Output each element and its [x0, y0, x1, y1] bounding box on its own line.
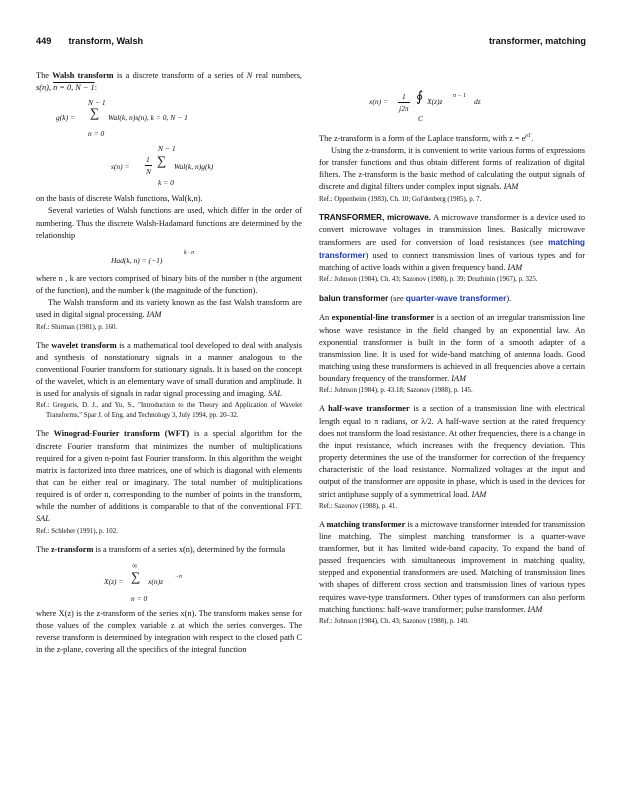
page-number: 449 — [36, 36, 52, 46]
walsh-reference: Ref.: Shirman (1981), p. 160. — [36, 323, 118, 331]
z-transform-signature: IAM — [503, 182, 519, 192]
walsh-signature: IAM — [146, 310, 162, 320]
exponential-signature: IAM — [451, 374, 466, 384]
matching-transformer-term: matching transformer — [326, 519, 406, 529]
walsh-inverse-equation: N − 1 s(n) = 1 N ∑ Wal(k, n)g(k) k = 0 — [111, 144, 214, 188]
walsh-basis-text: on the basis of discrete Walsh functions, Wal(k,n). — [36, 194, 203, 204]
wavelet-term: wavelet transform — [51, 340, 117, 350]
walsh-intro: The Walsh transform is a discrete transform of a series of N real numbers, s(n), n = 0, N − 1: — [36, 71, 302, 93]
right-running-title: transformer, matching — [488, 36, 586, 46]
z-transform-reverse-text: where X(z) is the z-transform of the series x(n). The transform makes sense for those values of the complex variable z at which the series converges. The reverse transform is determined by integration with respect to the closed path C in the z-plane, covering all the specifics of the integral function — [36, 608, 302, 655]
microwave-signature: IAM — [507, 263, 523, 273]
link-quarter-wave-transformer[interactable]: quarter-wave transformer — [405, 293, 507, 304]
exponential-line-entry: An exponential-line transformer is a section of an irregular transmission line whose wave resistance in the field changed by an exponential law. An exponential transformer is built in the form of a smooth adapter of a transmission line. It is used for wide-band matching of antenna loads. Good matching using these transformers is achieved in all frequencies above a certain boundary frequency of the transformer. IAM — [319, 313, 585, 384]
walsh-forward-equation: N − 1 g(k) = ∑ Wal(k, n)s(n), k = 0, N − 1 n = 0 — [56, 98, 188, 139]
matching-transformer-entry: A matching transformer is a microwave transformer intended for transmission line matching. The simplest matching transformer is a quarter-wave transformer, but it has limited wide-band capacity. To expand the band of passed frequencies with simultaneous improvement in matching quality, stepped and exponential transformers are used. Matching of transmission lines with shapes of different cross section and transmission lines of various types requires wave-type transformers. Other types of transformers can also perform matching functions: half-wave transformer; pulse transformer. IAM — [319, 519, 585, 614]
left-running-title: transform, Walsh — [68, 36, 144, 46]
matching-reference: Ref.: Johnson (1984), Ch. 43; Sazonov (1988), p. 140. — [319, 617, 469, 625]
winograd-term: Winograd-Fourier transform (WFT) — [53, 429, 190, 439]
right-column — [319, 70, 585, 634]
exponential-reference: Ref.: Johnson (1984), p. 43.18; Sazonov (1988), p. 145. — [319, 387, 473, 395]
microwave-reference: Ref.: Johnson (1984), Ch. 43; Sazonov (1988), p. 39; Druzhinin (1967), p. 325. — [319, 276, 538, 284]
page-header-left — [36, 36, 143, 46]
half-wave-reference: Ref.: Sazonov (1988), p. 41. — [319, 502, 398, 510]
walsh-term: Walsh transform — [52, 71, 114, 80]
wavelet-reference: Ref.: Gregoris, D. J., and Yu, S., "Introduction to the Theory and Application of Wavelet Transforms," Spar J. of Eng. and Technology 3, July 1994, pp. 20–32. — [36, 402, 302, 420]
link-matching-transformer[interactable]: matching transformer — [319, 236, 585, 261]
winograd-entry: The Winograd-Fourier transform (WFT) is a special algorithm for the discrete Fourier transform that minimizes the number of multiplications required for a given n-point fast Fourier transform. In this algorithm the weight matrix is factorized into three matrices, one of which is diagonal with elements that can be either real or imaginary. The total number of multiplications required is of order n, corresponding to the number of points in the transform, while the number of additions is comparable to that of the conventional FFT. SAL — [36, 429, 302, 524]
half-wave-term: half-wave transformer — [328, 404, 410, 414]
left-column — [36, 70, 302, 661]
microwave-transformer-entry: TRANSFORMER, microwave. A microwave transformer is a device used to convert microwave voltages in transmission lines. Basically microwave transformers are used for conversion of load resistances (see matching transformer) used to connect transmission lines of various types and for matching of active loads within a given frequency band. IAM — [319, 212, 585, 273]
walsh-varieties-text: Several varieties of Walsh functions are used, which differ in the order of numbering. Thus the discrete Walsh-Hadamard functions are determined by the relationship — [36, 206, 302, 240]
z-usage-text: Using the z-transform, it is convenient to write various forms of expressions for transfer functions and thus obtain different forms of realization of digital filters. The z-transform is the basic method of calculating the output signals of discrete and digital filters under complex input signals. IAM — [319, 145, 585, 192]
balun-heading: balun transformer — [319, 294, 389, 304]
wavelet-entry: The wavelet transform is a mathematical tool developed to deal with analysis and synthesis of nonstationary signals in a manner analogous to the conventional Fourier transform for stationary signals. It is based on the concept of the wavelet, which is an elementary wave of small duration and amplitude. It is used for analysis of signals in radar signal processing and imaging. SAL — [36, 340, 302, 399]
z-transform-term: z-transform — [50, 544, 94, 554]
balun-transformer-entry: balun transformer (see quarter-wave transformer). — [319, 293, 512, 304]
walsh-vectors-text: where n , k are vectors comprised of binary bits of the number n (the argument of the function), and the number k (the magnitude of the function). — [36, 273, 302, 296]
half-wave-entry: A half-wave transformer is a section of a transmission line with electrical length equal to π radians, or λ/2. A half-wave section at the rated frequency does not transform the load resistance. At other frequencies, there is a change in the input resistance, which increases with the frequency deviation. This property determines the use of the transformer for correction of the frequency characteristic of the load resistance. Normalized voltages at the input and output of the transformer are opposite in phase, which is used in the devices for strict antiphase supply of a symmetrical load. IAM — [319, 404, 586, 499]
z-transform-entry: The z-transform is a transform of a series x(n), determined by the formula — [36, 544, 286, 554]
winograd-signature: SAL — [36, 514, 50, 524]
matching-signature: IAM — [527, 604, 543, 614]
z-laplace-text: The z-transform is a form of the Laplace transform, with $z = e^{pT}$. — [319, 133, 534, 143]
exponential-line-term: exponential-line transformer — [331, 313, 435, 323]
half-wave-signature: IAM — [471, 489, 487, 499]
walsh-hadamard-equation: Had(k, n) = (−1) k · n — [111, 249, 195, 265]
microwave-transformer-heading: TRANSFORMER, microwave. — [319, 212, 432, 222]
z-transform-reference: Ref.: Oppenheim (1983), Ch. 10; Gol'denberg (1985), p. 7. — [319, 195, 482, 203]
inverse-z-transform-equation: x(n) = 1 j2π ∮ X(z)z n − 1 dz C — [369, 90, 481, 123]
z-transform-equation: ∞ X(z) = ∑ x(n)z −n n = 0 — [104, 560, 183, 603]
walsh-usage-text: The Walsh transform and its variety known as the fast Walsh transform are used in digital signal processing. IAM — [36, 298, 302, 320]
wavelet-signature: SAL — [268, 389, 282, 399]
winograd-reference: Ref.: Schleher (1991), p. 102. — [36, 527, 118, 535]
